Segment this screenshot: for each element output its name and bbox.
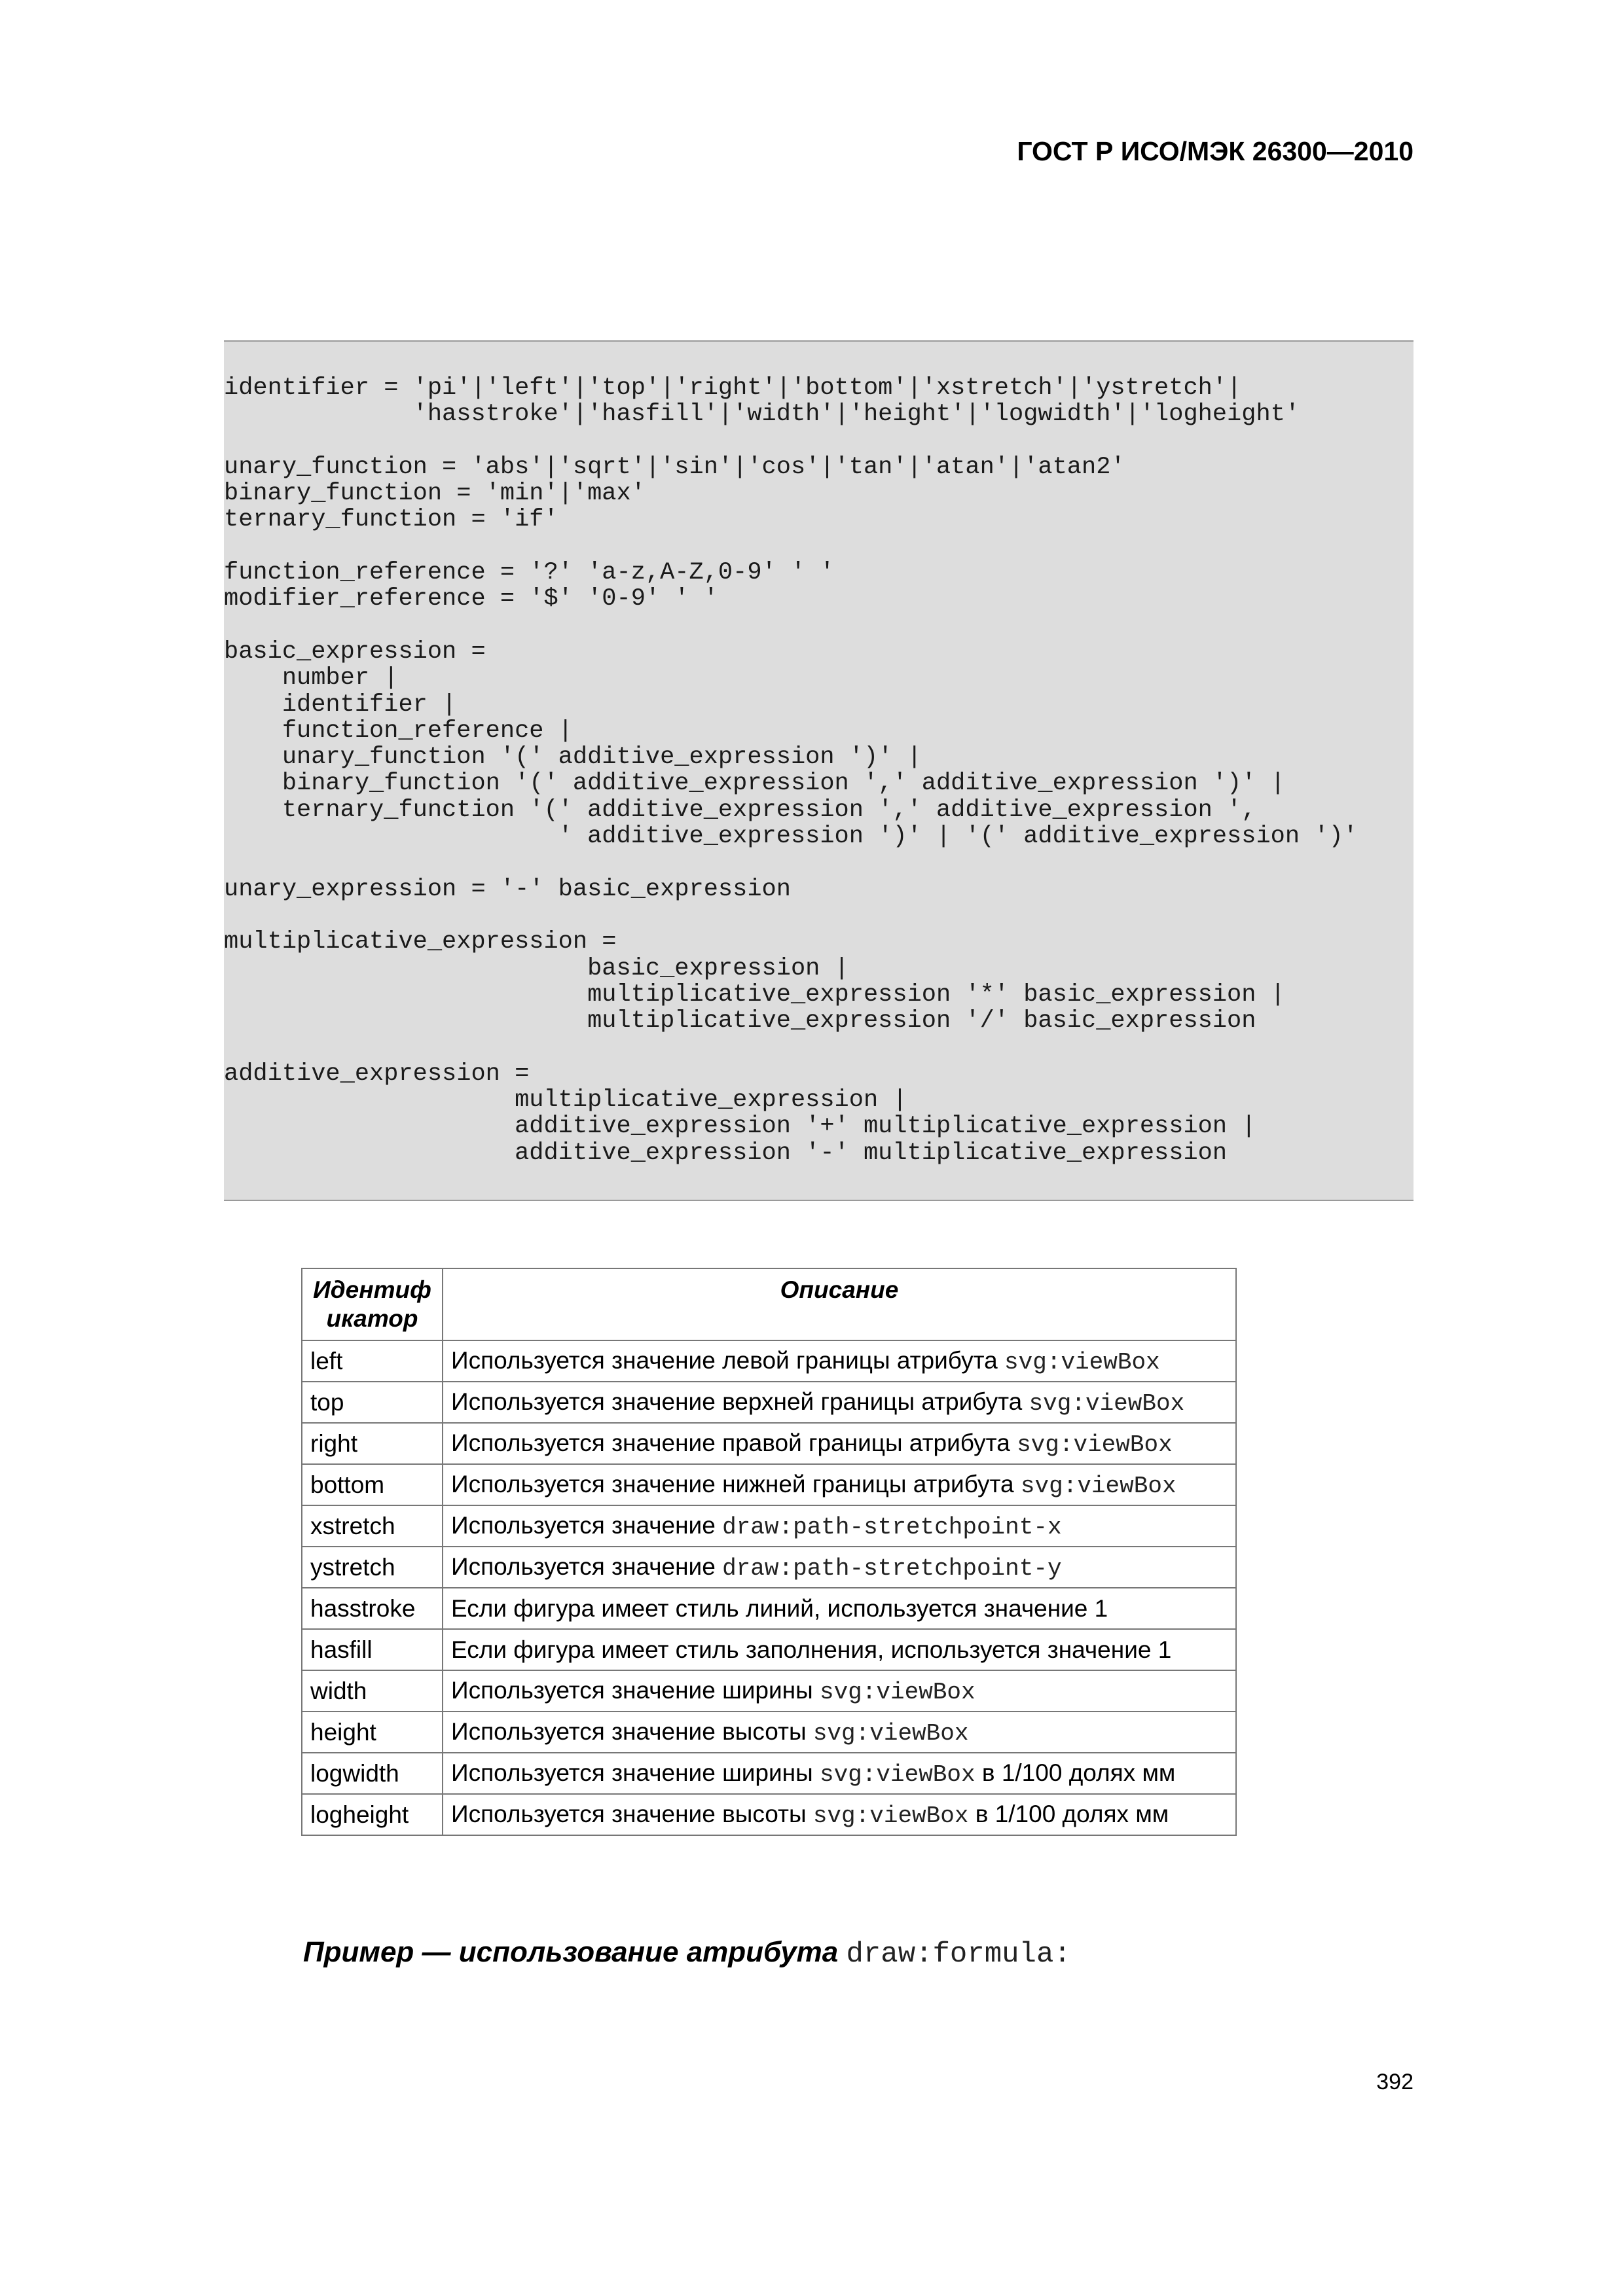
table-row [302,1547,1236,1588]
table-row [302,1588,1236,1629]
row-description [443,1588,1236,1629]
row-description [443,1464,1236,1505]
row-identifier: right [302,1423,443,1464]
grammar-code-block [224,340,1413,1201]
description-text: Используется значение верхней границы атрибута [451,1388,1029,1415]
row-description [443,1712,1236,1753]
description-text: Используется значение ширины [451,1759,820,1786]
row-description [443,1547,1236,1588]
row-identifier: width [302,1670,443,1712]
table-row [302,1464,1236,1505]
table-row [302,1505,1236,1547]
row-identifier: hasstroke [302,1588,443,1629]
example-lead: Пример — использование атрибута [303,1936,839,1968]
table-row [302,1753,1236,1794]
document-header-title: ГОСТ Р ИСО/МЭК 26300—2010 [1017,136,1413,166]
row-identifier: top [302,1382,443,1423]
page-number: 392 [1376,2070,1413,2094]
identifier-table [301,1268,1237,1836]
row-identifier: left [302,1340,443,1382]
table-row [302,1423,1236,1464]
table-header-row [302,1268,1236,1340]
description-code: svg:viewBox [812,1802,969,1829]
description-code: svg:viewBox [819,1678,976,1706]
description-code: draw:path-stretchpoint-x [722,1513,1062,1541]
example-caption [303,1936,1071,1971]
row-description [443,1382,1236,1423]
description-text: Используется значение высоты [451,1800,813,1827]
description-code: svg:viewBox [812,1719,969,1747]
description-code: draw:path-stretchpoint-y [722,1554,1062,1582]
description-text: Если фигура имеет стиль линий, используется значение 1 [451,1594,1108,1622]
description-text: Используется значение высоты [451,1717,813,1745]
header-identifier-line1: Идентиф [313,1276,431,1303]
row-identifier: logwidth [302,1753,443,1794]
row-description [443,1423,1236,1464]
description-code: svg:viewBox [1017,1431,1173,1458]
row-description [443,1794,1236,1835]
description-text: Используется значение правой границы атрибута [451,1429,1017,1456]
table-body [302,1340,1236,1835]
description-suffix: в 1/100 долях мм [968,1800,1169,1827]
description-code: svg:viewBox [819,1761,976,1788]
description-text: Используется значение [451,1511,723,1539]
row-description [443,1753,1236,1794]
description-suffix: в 1/100 долях мм [975,1759,1176,1786]
row-identifier: height [302,1712,443,1753]
table-row [302,1629,1236,1670]
row-description [443,1340,1236,1382]
example-code: draw:formula [846,1938,1054,1971]
row-description [443,1629,1236,1670]
table-row [302,1712,1236,1753]
description-text: Используется значение левой границы атрибута [451,1346,1005,1374]
row-description [443,1670,1236,1712]
table-row [302,1670,1236,1712]
row-identifier: xstretch [302,1505,443,1547]
header-identifier [302,1268,443,1340]
description-text: Используется значение ширины [451,1676,820,1704]
description-code: svg:viewBox [1004,1348,1160,1376]
description-code: svg:viewBox [1020,1472,1176,1499]
description-text: Используется значение нижней границы атрибута [451,1470,1021,1498]
table-row [302,1794,1236,1835]
header-identifier-line2: икатор [326,1305,418,1332]
row-identifier: bottom [302,1464,443,1505]
row-identifier: hasfill [302,1629,443,1670]
row-description [443,1505,1236,1547]
description-code: svg:viewBox [1029,1390,1185,1417]
table-row [302,1382,1236,1423]
row-identifier: ystretch [302,1547,443,1588]
row-identifier: logheight [302,1794,443,1835]
header-description: Описание [443,1268,1236,1340]
table-row [302,1340,1236,1382]
example-trailing: : [1053,1938,1071,1971]
grammar-code-text: identifier = 'pi'|'left'|'top'|'right'|'bottom'|'xstretch'|'ystretch'| 'hasstroke'|'hasfill'|'width'|'height'|'logwidth'|'logheight' unary_function = 'abs'|'sqrt'|'sin'|'cos'|'tan'|'atan'|'atan2' binary_function = 'min'|'max' ternary_function = 'if' function_reference = '?' 'a-z,A-Z,0-9' ' ' modifier_reference = '$' '0-9' ' ' basic_expression = number | identifier | function_reference | unary_function '(' additive_expression ')' | binary_function '(' additive_expression ',' additive_expression ')' | ternary_function '(' additive_expression ',' additive_expression ', ' additive_expression ')' | '(' additive_expression ')' unary_expression = '-' basic_expression multiplicative_expression = basic_expression | multiplicative_expression '*' basic_expression | multiplicative_expression '/' basic_expression additive_expression = multiplicative_expression | additive_expression '+' multiplicative_expression | additive_expression '-' multiplicative_expression [224,374,1358,1167]
description-text: Используется значение [451,1552,723,1580]
description-text: Если фигура имеет стиль заполнения, используется значение 1 [451,1636,1172,1663]
